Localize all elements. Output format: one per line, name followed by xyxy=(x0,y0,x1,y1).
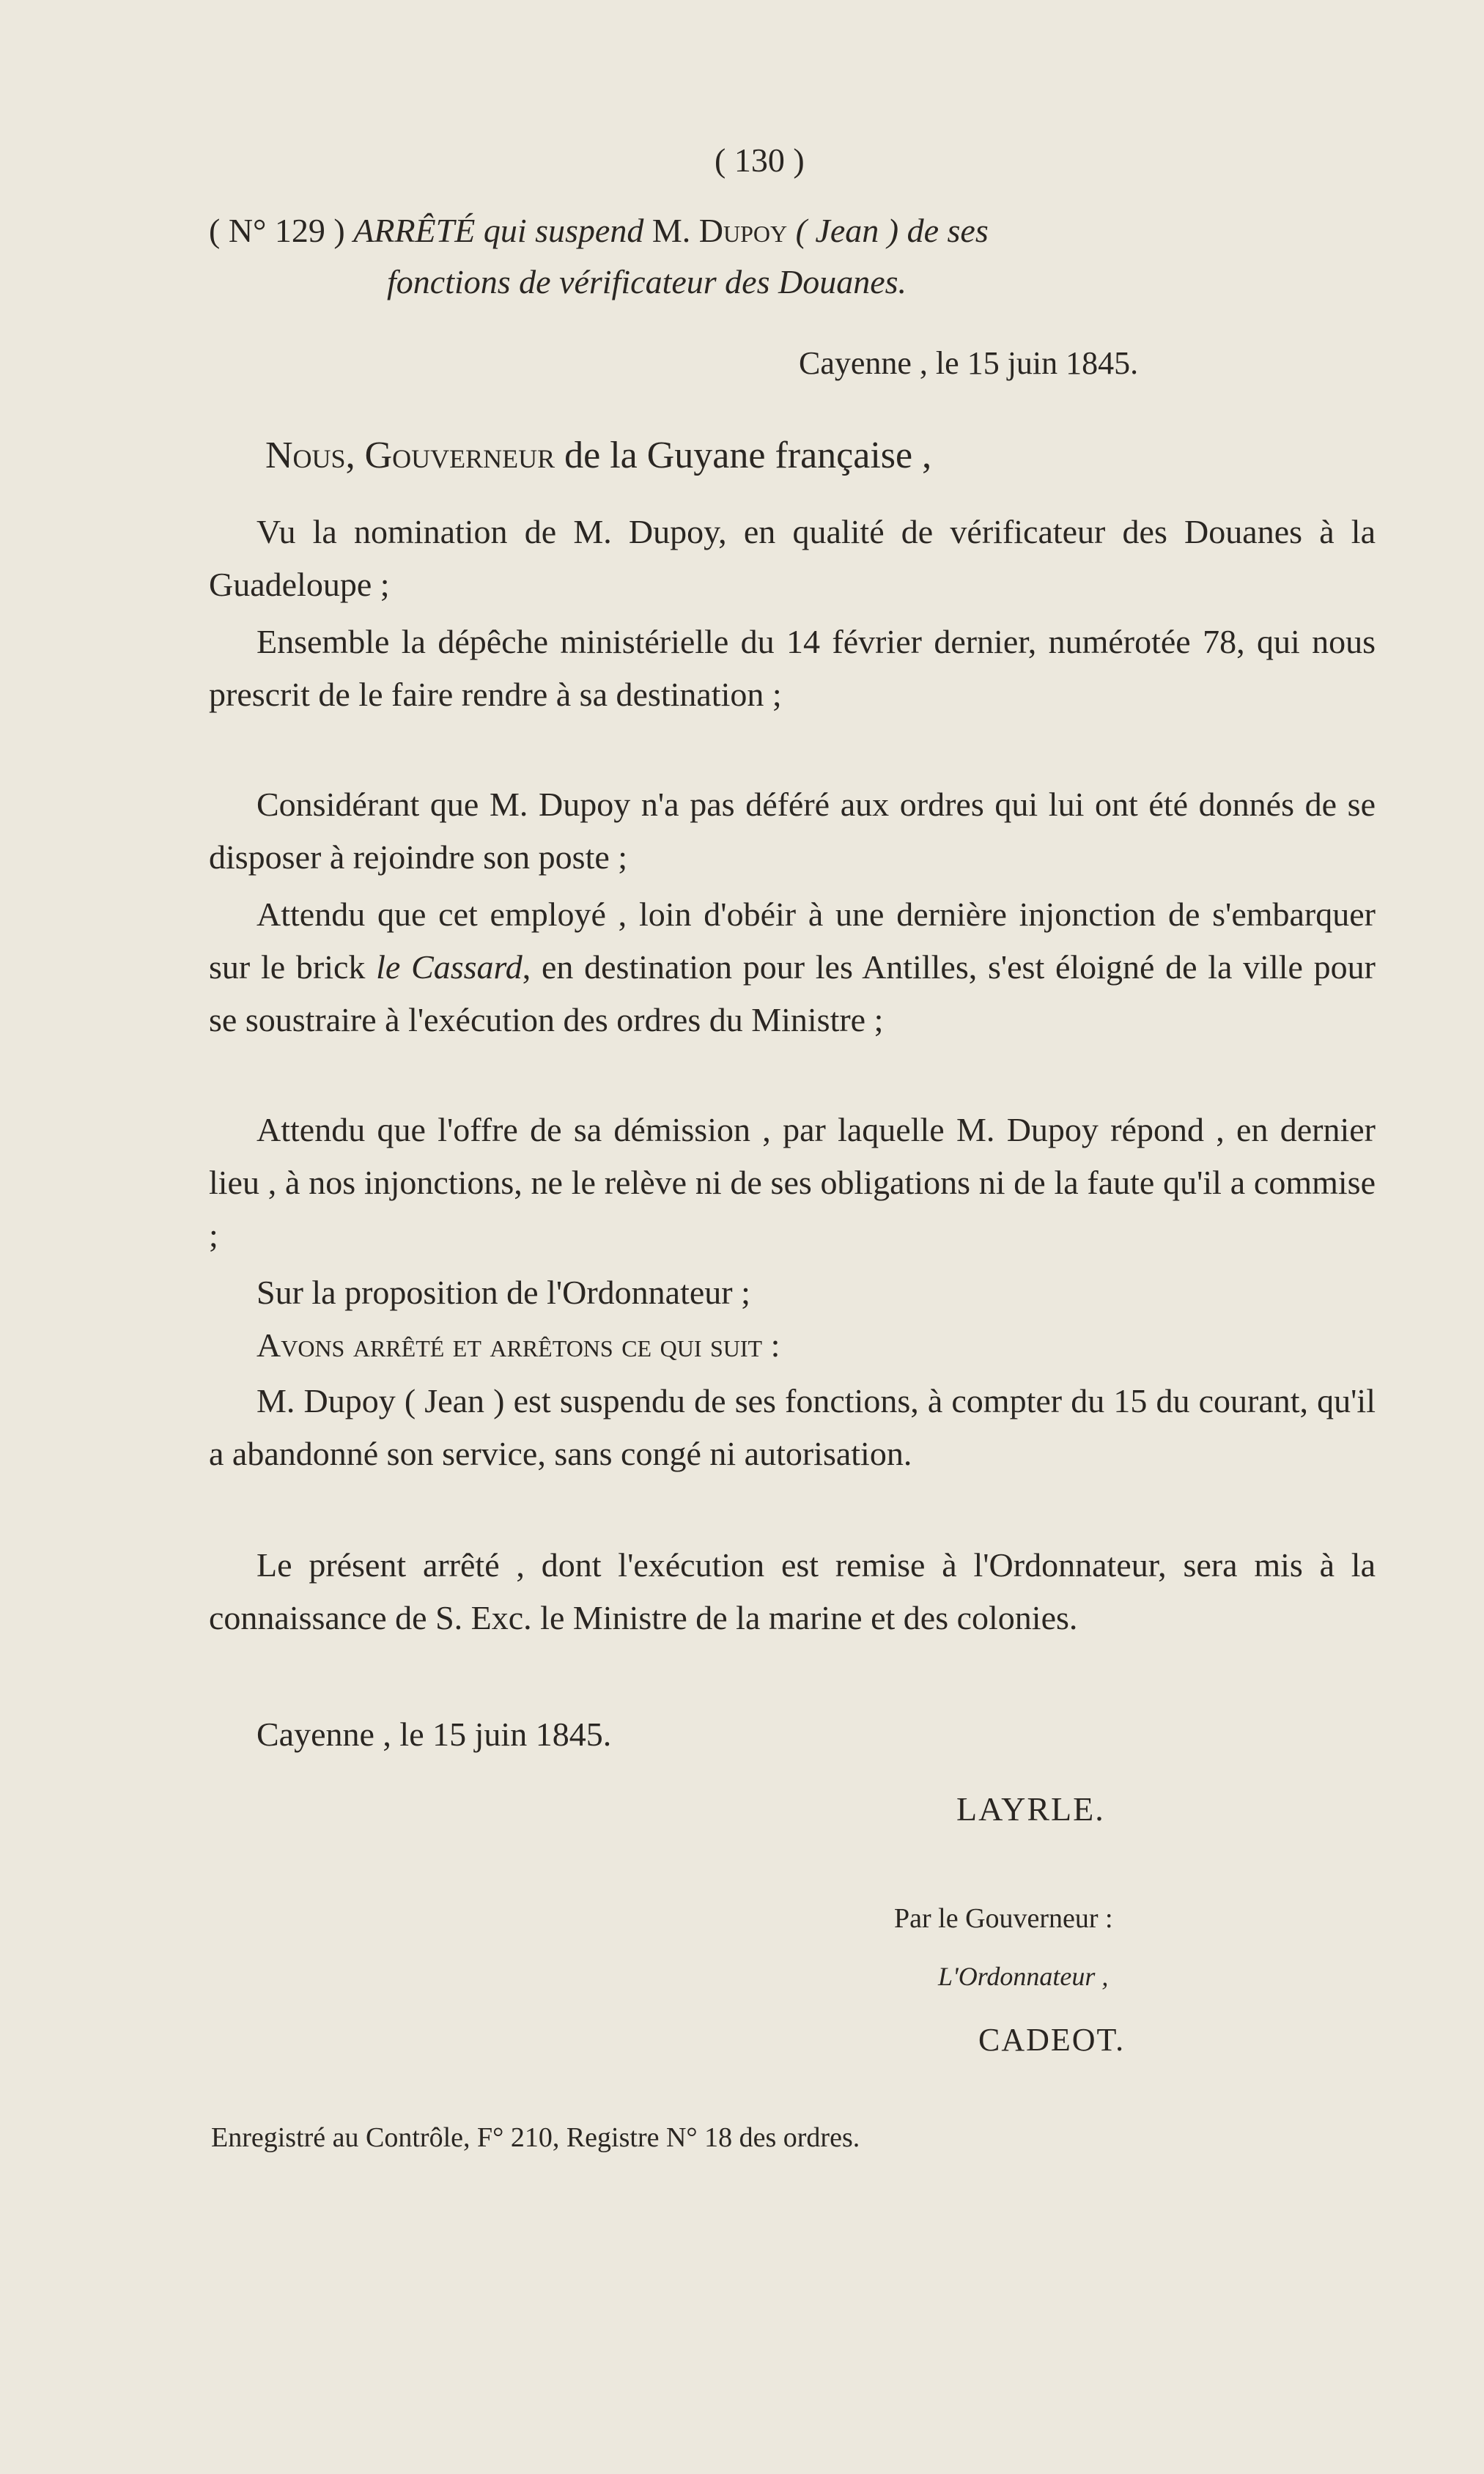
preamble: Nous, Gouverneur de la Guyane française , xyxy=(265,435,932,476)
paragraph-execution: Le présent arrêté , dont l'exécution est remise à l'Ordonnateur, sera mis à la connaissance de S. Exc. le Ministre de la marine et des colonies. xyxy=(209,1546,1376,1636)
ship-name: le Cassard xyxy=(376,948,523,986)
preamble-nous: Nous xyxy=(265,435,346,476)
paragraph-proposition: Sur la proposition de l'Ordonnateur ; xyxy=(256,1274,750,1311)
decree-heading-line-1 xyxy=(209,211,1376,250)
page-number: ( 130 ) xyxy=(715,141,805,179)
preamble-rest: de la Guyane française , xyxy=(564,435,932,476)
governor-signature: LAYRLE. xyxy=(956,1790,1105,1828)
paragraph-attendu-embarquement: Attendu que cet employé , loin d'obéir à une dernière injonction de s'embarquer sur le brick le Cassard, en destination pour les Antilles, s'est éloigné de la ville pour se soustraire à l'exécution des ordres du Ministre ; xyxy=(209,896,1376,1038)
paragraph-depeche: Ensemble la dépêche ministérielle du 14 février dernier, numérotée 78, qui nous prescrit de le faire rendre à sa destination ; xyxy=(209,623,1376,713)
paragraph-decision: M. Dupoy ( Jean ) est suspendu de ses fonctions, à compter du 15 du courant, qu'il a abandonné son service, sans congé ni autorisation. xyxy=(209,1382,1376,1472)
preamble-gouverneur: Gouverneur xyxy=(364,435,555,476)
paragraph-considerant: Considérant que M. Dupoy n'a pas déféré aux ordres qui lui ont été donnés de se disposer à rejoindre son poste ; xyxy=(209,786,1376,876)
place-date: Cayenne , le 15 juin 1845. xyxy=(799,345,1139,381)
person-name: Dupoy xyxy=(698,212,788,249)
par-le-gouverneur: Par le Gouverneur : xyxy=(894,1903,1113,1934)
ordonnateur-title: L'Ordonnateur , xyxy=(938,1962,1109,1991)
decree-title-c: de ses xyxy=(907,212,989,249)
ordonnateur-name: CADEOT. xyxy=(978,2022,1126,2058)
paragraph-avons-arrete: Avons arrêté et arrêtons ce qui suit : xyxy=(256,1326,780,1364)
decree-number: ( N° 129 ) xyxy=(209,212,345,249)
person-prefix: M. xyxy=(651,212,691,249)
decree-heading-line-2: fonctions de vérificateur des Douanes. xyxy=(387,263,907,300)
decree-title-a: ARRÊTÉ xyxy=(353,212,476,249)
paragraph-attendu-demission: Attendu que l'offre de sa démission , par laquelle M. Dupoy répond , en dernier lieu , à nos injonctions, ne le relève ni de ses obligations ni de la faute qu'il a commise ; xyxy=(209,1111,1376,1254)
decree-title-b: qui suspend xyxy=(483,212,644,249)
paragraph-nomination: Vu la nomination de M. Dupoy, en qualité de vérificateur des Douanes à la Guadeloupe ; xyxy=(209,513,1376,603)
first-name: ( Jean ) xyxy=(795,212,899,249)
registration-note: Enregistré au Contrôle, F° 210, Registre N° 18 des ordres. xyxy=(211,2122,860,2153)
closing-date: Cayenne , le 15 juin 1845. xyxy=(256,1716,612,1753)
